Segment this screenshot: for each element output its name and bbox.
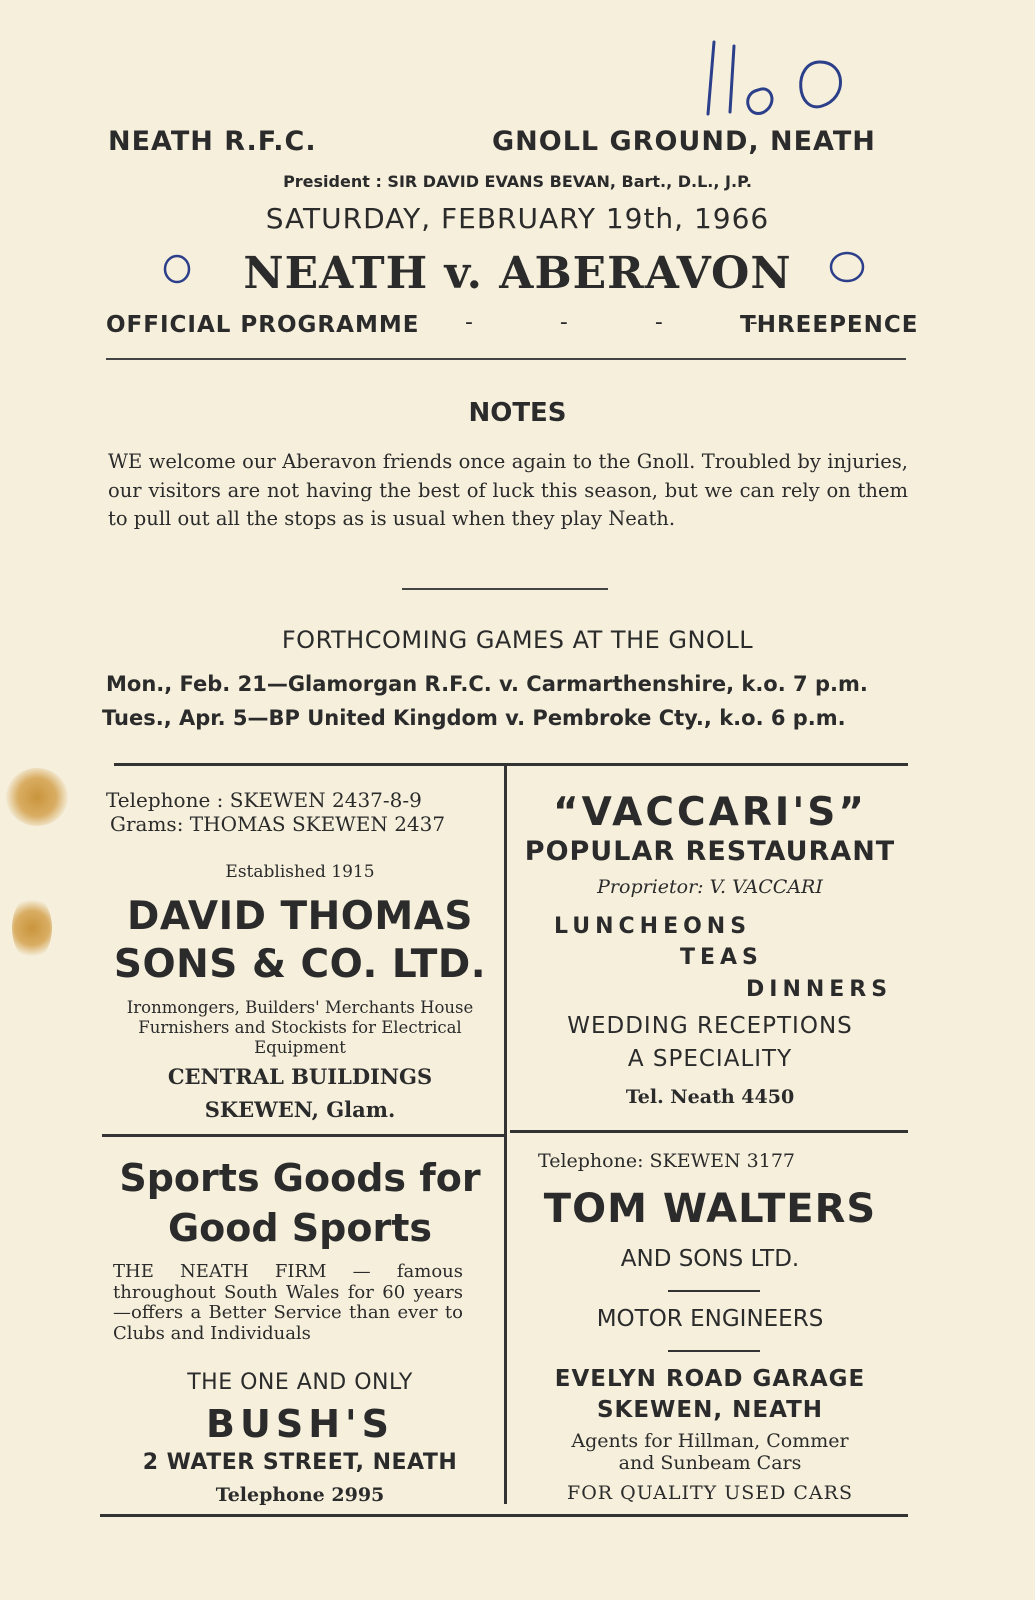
- ad-address: SKEWEN, Glam.: [204, 1097, 396, 1122]
- ad-company-name: BUSH'S: [206, 1402, 394, 1446]
- ad-established: Established 1915: [225, 862, 375, 882]
- official-programme: OFFICIAL PROGRAMME: [106, 312, 420, 338]
- ad-speciality: WEDDING RECEPTIONS: [567, 1013, 853, 1039]
- notes-paragraph: WE welcome our Aberavon friends once again to the Gnoll. Troubled by injuries, our visitors are not having the best of luck this season, but we can rely on them to pull out all the stops as is usual when they play Neath.: [108, 450, 908, 530]
- ad-company-name: SONS & CO. LTD.: [113, 942, 487, 987]
- forthcoming-heading: FORTHCOMING GAMES AT THE GNOLL: [281, 626, 754, 654]
- ad-telephone: Telephone: SKEWEN 3177: [538, 1150, 796, 1172]
- ad-company-name: DAVID THOMAS: [126, 894, 474, 939]
- ad-headline: Good Sports: [167, 1206, 433, 1250]
- ad-grid-rule: [114, 763, 908, 766]
- separator-dashes: - - - -: [465, 310, 798, 335]
- ad-service-item: LUNCHEONS: [554, 914, 752, 939]
- fixture-line: Tues., Apr. 5—BP United Kingdom v. Pembroke Cty., k.o. 6 p.m.: [102, 706, 846, 730]
- ad-subtitle: POPULAR RESTAURANT: [524, 836, 896, 867]
- ad-telephone: Tel. Neath 4450: [625, 1086, 795, 1108]
- ad-grams: Grams: THOMAS SKEWEN 2437: [110, 812, 446, 836]
- match-date: SATURDAY, FEBRUARY 19th, 1966: [265, 202, 770, 235]
- ad-company-suffix: AND SONS LTD.: [620, 1246, 800, 1272]
- divider: [402, 588, 608, 590]
- ad-address: SKEWEN, NEATH: [596, 1397, 824, 1423]
- ad-service-item: DINNERS: [746, 977, 893, 1002]
- ad-grid-rule: [510, 1130, 908, 1133]
- handwritten-note: [700, 32, 860, 122]
- ad-telephone: Telephone 2995: [215, 1484, 385, 1506]
- ad-agents: Agents for Hillman, Commer: [571, 1430, 849, 1452]
- divider: [106, 358, 906, 360]
- ad-headline: Sports Goods for: [119, 1156, 481, 1200]
- ad-body-text: THE NEATH FIRM — famous throughout South Wales for 60 years—offers a Better Service than ever to Clubs and Individuals: [113, 1261, 463, 1344]
- paper-stain: [6, 768, 68, 826]
- paper-stain: [12, 896, 52, 960]
- fixture-line: Mon., Feb. 21—Glamorgan R.F.C. v. Carmarthenshire, k.o. 7 p.m.: [106, 672, 868, 696]
- ad-address: CENTRAL BUILDINGS: [167, 1064, 433, 1089]
- programme-price: THREEPENCE: [740, 312, 919, 338]
- ad-address: 2 WATER STREET, NEATH: [142, 1450, 458, 1475]
- president-line: President : SIR DAVID EVANS BEVAN, Bart., D.L., J.P.: [283, 172, 752, 191]
- ad-grid-rule: [102, 1134, 504, 1137]
- ad-address: EVELYN ROAD GARAGE: [554, 1366, 866, 1392]
- ad-telephone: Telephone : SKEWEN 2437-8-9: [106, 788, 422, 812]
- pen-circle-mark: [828, 250, 866, 284]
- ad-company-name: “VACCARI'S”: [553, 790, 867, 835]
- ad-grid-rule: [100, 1514, 908, 1517]
- ad-proprietor: Proprietor: V. VACCARI: [597, 876, 823, 898]
- ad-trade-description: MOTOR ENGINEERS: [596, 1306, 824, 1332]
- ad-trade-description: Ironmongers, Builders' Merchants House Furnishers and Stockists for Electrical Equipment: [126, 998, 474, 1057]
- match-title: NEATH v. ABERAVON: [243, 248, 792, 299]
- notes-heading: NOTES: [468, 398, 567, 428]
- ad-tagline: THE ONE AND ONLY: [187, 1370, 413, 1395]
- ad-grid-rule: [504, 764, 507, 1504]
- ad-agents: and Sunbeam Cars: [618, 1452, 802, 1474]
- divider: [668, 1350, 760, 1352]
- ad-service-item: TEAS: [680, 945, 763, 970]
- ad-speciality: A SPECIALITY: [627, 1046, 793, 1072]
- club-name: NEATH R.F.C.: [108, 126, 317, 157]
- ad-slogan: FOR QUALITY USED CARS: [567, 1482, 853, 1504]
- ground-name: GNOLL GROUND, NEATH: [492, 126, 876, 157]
- divider: [668, 1290, 760, 1292]
- ad-company-name: TOM WALTERS: [543, 1186, 877, 1232]
